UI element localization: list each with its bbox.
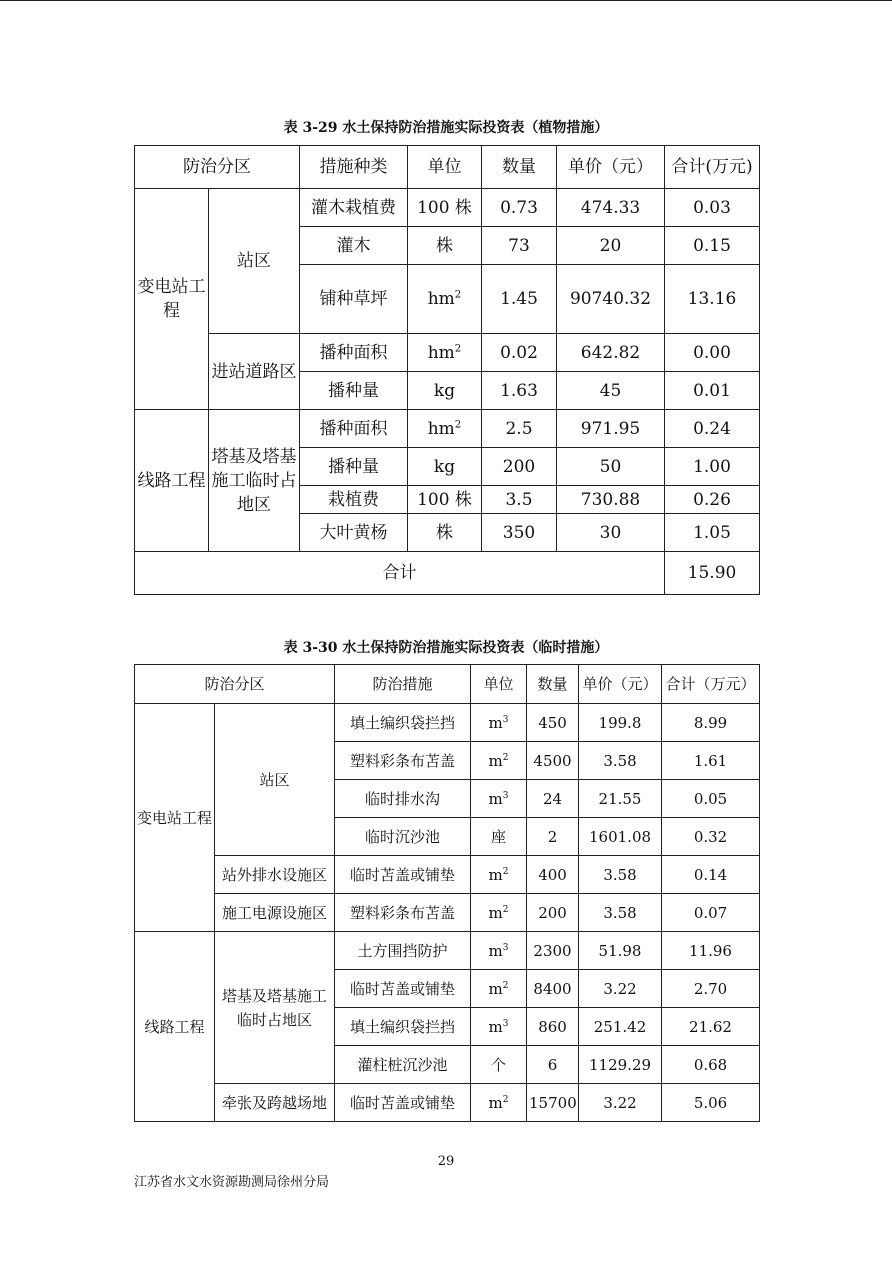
unit-text: m bbox=[488, 751, 503, 770]
unit-exponent: 2 bbox=[502, 1094, 509, 1105]
group-cell: 变电站工程 bbox=[135, 704, 215, 932]
header-cell: 防治分区 bbox=[135, 146, 300, 189]
price-cell: 1601.08 bbox=[579, 818, 662, 856]
unit-cell: kg bbox=[408, 448, 482, 486]
unit-text: m bbox=[488, 789, 503, 808]
unit-cell bbox=[471, 894, 527, 932]
price-cell: 21.55 bbox=[579, 780, 662, 818]
unit-text: m bbox=[488, 1093, 503, 1112]
unit-text: m bbox=[488, 979, 503, 998]
unit-text: m bbox=[488, 1017, 503, 1036]
price-cell: 971.95 bbox=[557, 410, 665, 448]
total-cell: 5.06 bbox=[662, 1084, 760, 1122]
unit-cell bbox=[471, 1084, 527, 1122]
measure-cell: 临时排水沟 bbox=[335, 780, 471, 818]
measure-cell: 栽植费 bbox=[300, 486, 408, 514]
measure-cell: 大叶黄杨 bbox=[300, 514, 408, 552]
header-cell: 合计(万元) bbox=[665, 146, 760, 189]
unit-exponent: 2 bbox=[454, 418, 462, 430]
unit-cell bbox=[408, 265, 482, 334]
unit-cell bbox=[471, 742, 527, 780]
unit-exponent: 3 bbox=[502, 714, 509, 725]
subgroup-cell: 塔基及塔基施工临时占地区 bbox=[209, 410, 300, 552]
group-cell: 线路工程 bbox=[135, 410, 209, 552]
footer-organization: 江苏省水文水资源勘测局徐州分局 bbox=[134, 1175, 330, 1190]
qty-cell: 3.5 bbox=[482, 486, 557, 514]
subgroup-cell: 塔基及塔基施工临时占地区 bbox=[215, 932, 335, 1084]
unit-text: m bbox=[488, 941, 503, 960]
qty-cell: 8400 bbox=[527, 970, 579, 1008]
unit-exponent: 2 bbox=[502, 866, 509, 877]
header-cell: 单价（元） bbox=[579, 665, 662, 704]
qty-cell: 2.5 bbox=[482, 410, 557, 448]
qty-cell: 2300 bbox=[527, 932, 579, 970]
subgroup-cell: 站区 bbox=[215, 704, 335, 856]
measure-cell: 塑料彩条布苫盖 bbox=[335, 894, 471, 932]
unit-text: m bbox=[488, 713, 503, 732]
qty-cell: 350 bbox=[482, 514, 557, 552]
grand-total-value: 15.90 bbox=[665, 552, 760, 595]
qty-cell: 400 bbox=[527, 856, 579, 894]
price-cell: 50 bbox=[557, 448, 665, 486]
total-cell: 0.15 bbox=[665, 227, 760, 265]
measure-cell: 灌柱桩沉沙池 bbox=[335, 1046, 471, 1084]
measure-cell: 填土编织袋拦挡 bbox=[335, 704, 471, 742]
unit-cell bbox=[408, 410, 482, 448]
total-cell: 13.16 bbox=[665, 265, 760, 334]
qty-cell: 1.63 bbox=[482, 372, 557, 410]
price-cell: 730.88 bbox=[557, 486, 665, 514]
unit-exponent: 3 bbox=[502, 942, 509, 953]
header-cell: 数量 bbox=[482, 146, 557, 189]
unit-cell: kg bbox=[408, 372, 482, 410]
unit-cell: 100 株 bbox=[408, 486, 482, 514]
total-cell: 0.05 bbox=[662, 780, 760, 818]
unit-exponent: 2 bbox=[454, 289, 462, 301]
price-cell: 3.58 bbox=[579, 894, 662, 932]
total-cell: 11.96 bbox=[662, 932, 760, 970]
measure-cell: 临时苫盖或铺垫 bbox=[335, 970, 471, 1008]
measure-cell: 灌木 bbox=[300, 227, 408, 265]
unit-exponent: 2 bbox=[502, 904, 509, 915]
unit-cell: 个 bbox=[471, 1046, 527, 1084]
total-cell: 2.70 bbox=[662, 970, 760, 1008]
group-cell: 变电站工程 bbox=[135, 189, 209, 410]
qty-cell: 24 bbox=[527, 780, 579, 818]
subgroup-cell: 牵张及跨越场地 bbox=[215, 1084, 335, 1122]
qty-cell: 1.45 bbox=[482, 265, 557, 334]
measure-cell: 播种面积 bbox=[300, 410, 408, 448]
price-cell: 199.8 bbox=[579, 704, 662, 742]
subgroup-cell: 站区 bbox=[209, 189, 300, 334]
unit-exponent: 2 bbox=[454, 342, 462, 354]
measure-cell: 铺种草坪 bbox=[300, 265, 408, 334]
price-cell: 45 bbox=[557, 372, 665, 410]
unit-cell bbox=[471, 932, 527, 970]
header-cell: 单价（元） bbox=[557, 146, 665, 189]
total-cell: 0.26 bbox=[665, 486, 760, 514]
total-cell: 0.68 bbox=[662, 1046, 760, 1084]
price-cell: 51.98 bbox=[579, 932, 662, 970]
header-cell: 措施种类 bbox=[300, 146, 408, 189]
price-cell: 30 bbox=[557, 514, 665, 552]
header-cell: 单位 bbox=[408, 146, 482, 189]
price-cell: 3.22 bbox=[579, 970, 662, 1008]
header-cell: 防治分区 bbox=[135, 665, 335, 704]
qty-cell: 15700 bbox=[527, 1084, 579, 1122]
measure-cell: 灌木栽植费 bbox=[300, 189, 408, 227]
unit-text: m bbox=[488, 865, 503, 884]
grand-total-label: 合计 bbox=[135, 552, 665, 595]
price-cell: 251.42 bbox=[579, 1008, 662, 1046]
price-cell: 1129.29 bbox=[579, 1046, 662, 1084]
subgroup-cell: 施工电源设施区 bbox=[215, 894, 335, 932]
page-top-border bbox=[0, 0, 892, 1]
unit-exponent: 3 bbox=[502, 790, 509, 801]
measure-cell: 临时苫盖或铺垫 bbox=[335, 1084, 471, 1122]
measure-cell: 临时沉沙池 bbox=[335, 818, 471, 856]
total-cell: 1.00 bbox=[665, 448, 760, 486]
unit-text: hm bbox=[427, 418, 455, 439]
unit-exponent: 2 bbox=[502, 752, 509, 763]
qty-cell: 450 bbox=[527, 704, 579, 742]
qty-cell: 73 bbox=[482, 227, 557, 265]
qty-cell: 200 bbox=[482, 448, 557, 486]
qty-cell: 0.73 bbox=[482, 189, 557, 227]
price-cell: 20 bbox=[557, 227, 665, 265]
table1-title: 表 3-29 水土保持防治措施实际投资表（植物措施） bbox=[283, 120, 609, 136]
measure-cell: 填土编织袋拦挡 bbox=[335, 1008, 471, 1046]
plant-measures-table bbox=[134, 145, 760, 595]
price-cell: 3.58 bbox=[579, 742, 662, 780]
header-cell: 防治措施 bbox=[335, 665, 471, 704]
unit-cell: 株 bbox=[408, 227, 482, 265]
unit-cell: 座 bbox=[471, 818, 527, 856]
header-cell: 合计（万元） bbox=[662, 665, 760, 704]
qty-cell: 2 bbox=[527, 818, 579, 856]
unit-cell bbox=[471, 1008, 527, 1046]
total-cell: 1.61 bbox=[662, 742, 760, 780]
total-cell: 8.99 bbox=[662, 704, 760, 742]
unit-cell: 株 bbox=[408, 514, 482, 552]
qty-cell: 200 bbox=[527, 894, 579, 932]
total-cell: 0.32 bbox=[662, 818, 760, 856]
measure-cell: 播种面积 bbox=[300, 334, 408, 372]
unit-exponent: 3 bbox=[502, 1018, 509, 1029]
measure-cell: 塑料彩条布苫盖 bbox=[335, 742, 471, 780]
total-cell: 21.62 bbox=[662, 1008, 760, 1046]
group-cell: 线路工程 bbox=[135, 932, 215, 1122]
total-cell: 0.24 bbox=[665, 410, 760, 448]
price-cell: 474.33 bbox=[557, 189, 665, 227]
qty-cell: 4500 bbox=[527, 742, 579, 780]
unit-cell bbox=[471, 704, 527, 742]
total-cell: 1.05 bbox=[665, 514, 760, 552]
temporary-measures-table bbox=[134, 664, 760, 1122]
subgroup-cell: 进站道路区 bbox=[209, 334, 300, 410]
unit-cell bbox=[471, 856, 527, 894]
total-cell: 0.00 bbox=[665, 334, 760, 372]
unit-cell: 100 株 bbox=[408, 189, 482, 227]
measure-cell: 土方围挡防护 bbox=[335, 932, 471, 970]
measure-cell: 播种量 bbox=[300, 448, 408, 486]
page-number: 29 bbox=[437, 1154, 455, 1169]
total-cell: 0.14 bbox=[662, 856, 760, 894]
unit-text: hm bbox=[427, 289, 455, 309]
price-cell: 642.82 bbox=[557, 334, 665, 372]
qty-cell: 6 bbox=[527, 1046, 579, 1084]
measure-cell: 播种量 bbox=[300, 372, 408, 410]
unit-cell bbox=[471, 780, 527, 818]
unit-cell bbox=[408, 334, 482, 372]
total-cell: 0.03 bbox=[665, 189, 760, 227]
header-cell: 数量 bbox=[527, 665, 579, 704]
table2-title: 表 3-30 水土保持防治措施实际投资表（临时措施） bbox=[283, 640, 609, 656]
qty-cell: 0.02 bbox=[482, 334, 557, 372]
total-cell: 0.01 bbox=[665, 372, 760, 410]
header-cell: 单位 bbox=[471, 665, 527, 704]
qty-cell: 860 bbox=[527, 1008, 579, 1046]
price-cell: 3.58 bbox=[579, 856, 662, 894]
unit-text: hm bbox=[427, 342, 455, 363]
unit-exponent: 2 bbox=[502, 980, 509, 991]
price-cell: 90740.32 bbox=[557, 265, 665, 334]
total-cell: 0.07 bbox=[662, 894, 760, 932]
unit-cell bbox=[471, 970, 527, 1008]
unit-text: m bbox=[488, 903, 503, 922]
price-cell: 3.22 bbox=[579, 1084, 662, 1122]
subgroup-cell: 站外排水设施区 bbox=[215, 856, 335, 894]
measure-cell: 临时苫盖或铺垫 bbox=[335, 856, 471, 894]
